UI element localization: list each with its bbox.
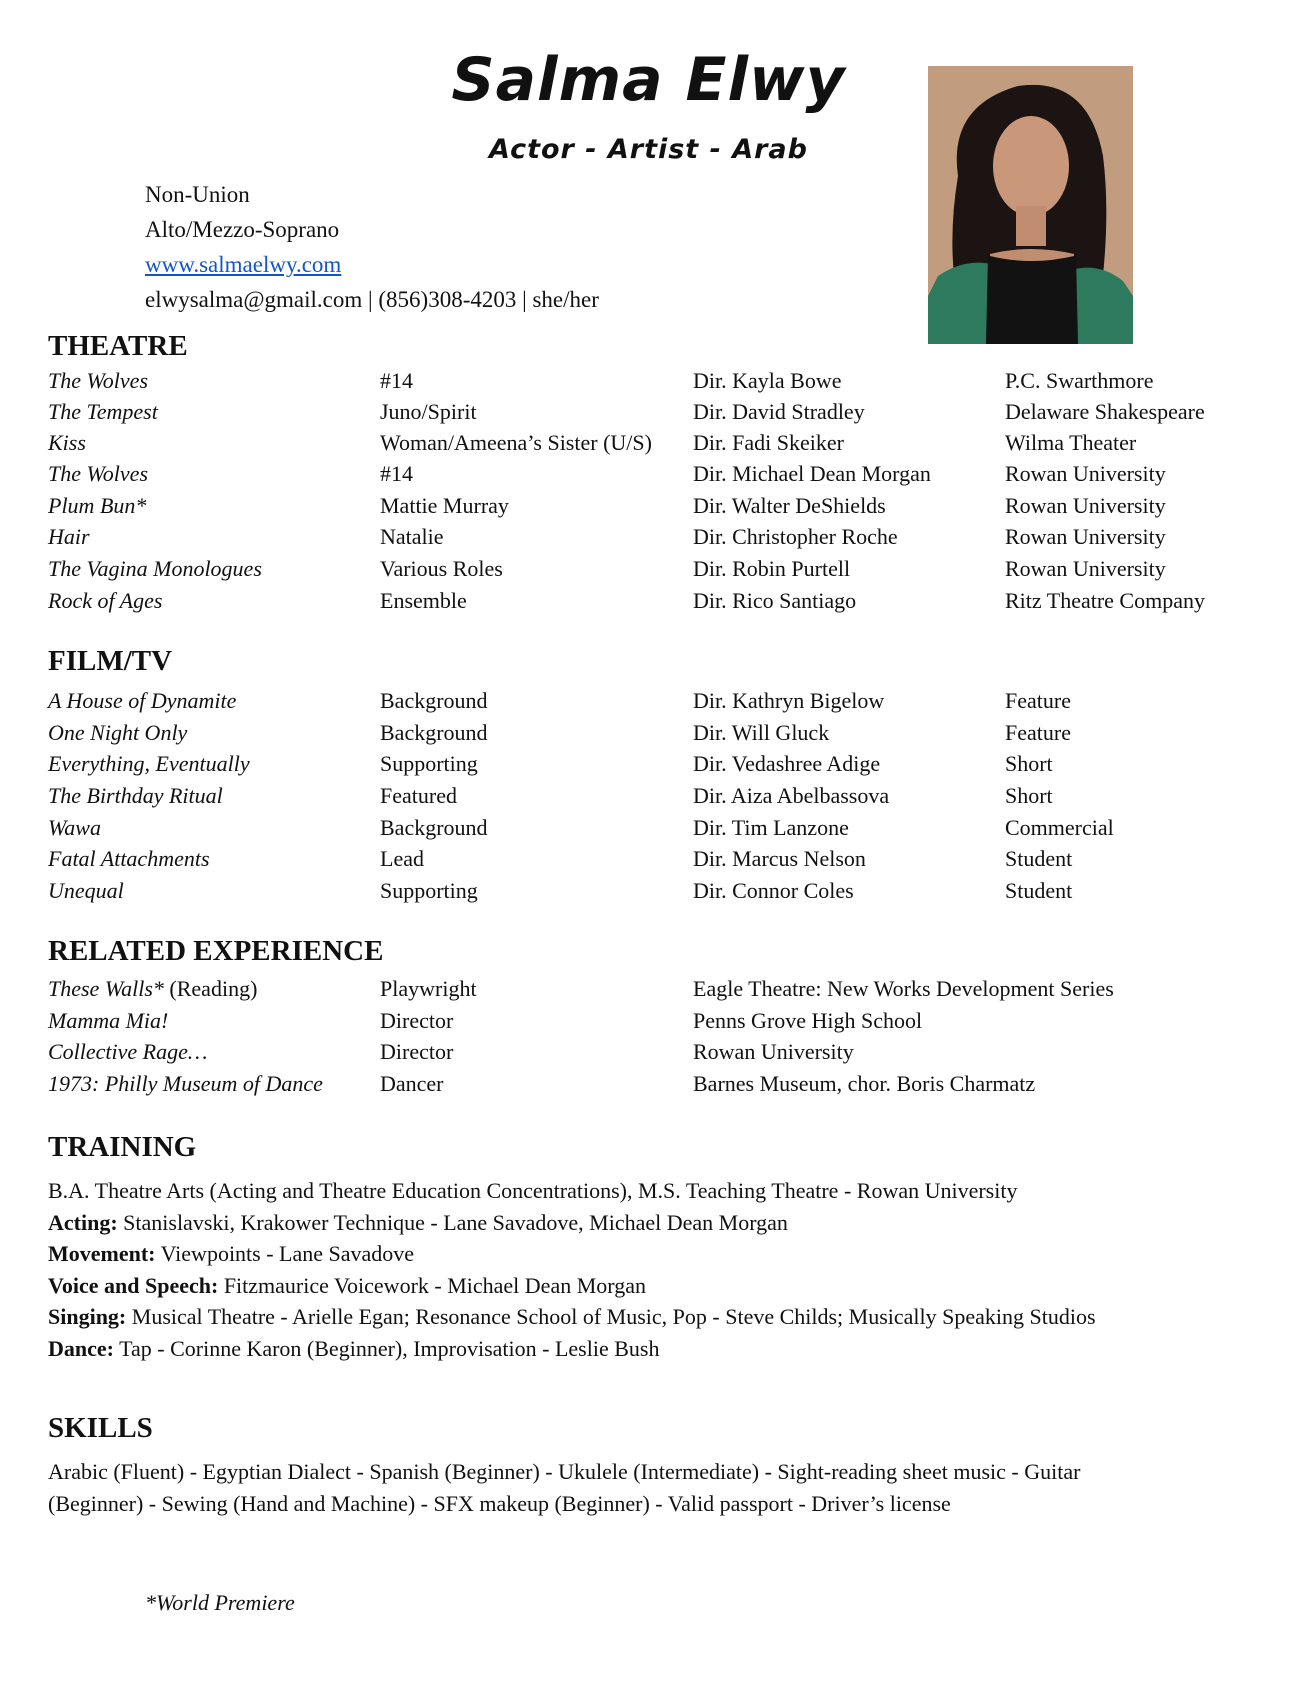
director: Dir. Fadi Skeiker <box>693 430 844 455</box>
company: Rowan University <box>1005 556 1166 581</box>
production-title: Hair <box>48 524 90 549</box>
company: Rowan University <box>1005 461 1166 486</box>
theatre-row <box>48 524 1248 556</box>
director: Dir. Robin Purtell <box>693 556 851 581</box>
production-type: Student <box>1005 878 1073 903</box>
director: Dir. Aiza Abelbassova <box>693 783 890 808</box>
role: Background <box>380 688 488 713</box>
theatre-row <box>48 461 1248 493</box>
production-title: Collective Rage… <box>48 1039 208 1064</box>
company: Delaware Shakespeare <box>1005 399 1205 424</box>
production-title: 1973: Philly Museum of Dance <box>48 1071 323 1096</box>
production-type: Short <box>1005 751 1053 776</box>
training-singing <box>48 1301 1188 1333</box>
production-title: The Vagina Monologues <box>48 556 262 581</box>
organization: Eagle Theatre: New Works Development Series <box>693 976 1114 1001</box>
theatre-row <box>48 368 1248 400</box>
theatre-row <box>48 588 1248 620</box>
production-title: Fatal Attachments <box>48 846 210 871</box>
training-degree: B.A. Theatre Arts (Acting and Theatre Education Concentrations), M.S. Teaching Theatre - Rowan University <box>48 1178 1018 1203</box>
company: P.C. Swarthmore <box>1005 368 1154 393</box>
training-detail: Tap - Corinne Karon (Beginner), Improvisation - Leslie Bush <box>113 1335 660 1361</box>
resume-tagline: Actor - Artist - Arab <box>489 134 808 165</box>
voice-type: Alto/Mezzo-Soprano <box>145 217 340 242</box>
production-title: The Tempest <box>48 399 158 424</box>
director: Dir. Tim Lanzone <box>693 815 849 840</box>
director: Dir. Connor Coles <box>693 878 854 903</box>
production-type: Feature <box>1005 720 1071 745</box>
director: Dir. Vedashree Adige <box>693 751 881 776</box>
training-movement <box>48 1238 1188 1270</box>
production-type: Commercial <box>1005 815 1114 840</box>
director: Dir. Christopher Roche <box>693 524 898 549</box>
production-title: Unequal <box>48 878 124 903</box>
theatre-row <box>48 430 1248 462</box>
production-title: A House of Dynamite <box>48 688 237 713</box>
director: Dir. Kayla Bowe <box>693 368 842 393</box>
section-title-training: TRAINING <box>48 1131 197 1163</box>
related-row <box>48 976 1248 1008</box>
role: Supporting <box>380 878 478 903</box>
headshot-photo <box>928 66 1133 344</box>
role: Director <box>380 1039 454 1064</box>
company: Rowan University <box>1005 493 1166 518</box>
footnote: *World Premiere <box>145 1590 295 1615</box>
training-dance <box>48 1333 1188 1365</box>
production-title: One Night Only <box>48 720 188 745</box>
section-title-theatre: THEATRE <box>48 330 188 362</box>
director: Dir. David Stradley <box>693 399 865 424</box>
theatre-row <box>48 493 1248 525</box>
role: Mattie Murray <box>380 493 509 518</box>
film-row <box>48 783 1248 815</box>
role: Various Roles <box>380 556 503 581</box>
director: Dir. Michael Dean Morgan <box>693 461 931 486</box>
director: Dir. Marcus Nelson <box>693 846 866 871</box>
film-row <box>48 751 1248 783</box>
film-row <box>48 878 1248 910</box>
production-type: Student <box>1005 846 1073 871</box>
training-label: Acting: <box>48 1209 118 1235</box>
title-note: (Reading) <box>163 976 258 1001</box>
film-row <box>48 846 1248 878</box>
production-title: Rock of Ages <box>48 588 163 613</box>
role: Supporting <box>380 751 478 776</box>
theatre-row <box>48 399 1248 431</box>
organization: Barnes Museum, chor. Boris Charmatz <box>693 1071 1036 1096</box>
website-link[interactable]: www.salmaelwy.com <box>145 252 342 277</box>
training-detail: Stanislavski, Krakower Technique - Lane Savadove, Michael Dean Morgan <box>117 1209 788 1235</box>
role: Dancer <box>380 1071 444 1096</box>
training-label: Voice and Speech: <box>48 1272 219 1298</box>
director: Dir. Will Gluck <box>693 720 830 745</box>
production-title: Wawa <box>48 815 101 840</box>
theatre-row <box>48 556 1248 588</box>
production-title: Everything, Eventually <box>48 751 250 776</box>
skills-text: Arabic (Fluent) - Egyptian Dialect - Spanish (Beginner) - Ukulele (Intermediate) - Sight-reading sheet music - Guitar (Beginner) - Sewing (Hand and Machine) - SFX makeup (Beginner) - Valid passport - Driver’s license <box>48 1459 1081 1516</box>
training-label: Dance: <box>48 1335 114 1361</box>
contact-block <box>145 177 599 317</box>
production-title: The Birthday Ritual <box>48 783 223 808</box>
training-detail: Fitzmaurice Voicework - Michael Dean Morgan <box>218 1272 646 1298</box>
production-title: Kiss <box>48 430 86 455</box>
role: Natalie <box>380 524 444 549</box>
role: #14 <box>380 368 413 393</box>
section-title-film-tv: FILM/TV <box>48 645 173 677</box>
production-type: Feature <box>1005 688 1071 713</box>
union-status: Non-Union <box>145 182 250 207</box>
company: Wilma Theater <box>1005 430 1137 455</box>
organization: Penns Grove High School <box>693 1008 923 1033</box>
training-label: Singing: <box>48 1304 127 1329</box>
role: Background <box>380 815 488 840</box>
company: Ritz Theatre Company <box>1005 588 1205 613</box>
production-title <box>48 976 257 1002</box>
section-title-related-experience: RELATED EXPERIENCE <box>48 935 384 967</box>
role: Playwright <box>380 976 477 1001</box>
contact-line: elwysalma@gmail.com | (856)308-4203 | she/her <box>145 287 599 312</box>
related-row <box>48 1008 1248 1040</box>
film-row <box>48 720 1248 752</box>
related-row <box>48 1039 1248 1071</box>
role: Juno/Spirit <box>380 399 477 424</box>
role: Ensemble <box>380 588 467 613</box>
training-label: Movement: <box>48 1241 156 1266</box>
resume-name: Salma Elwy <box>451 45 846 115</box>
role: Woman/Ameena’s Sister (U/S) <box>380 430 652 455</box>
film-row <box>48 815 1248 847</box>
training-acting <box>48 1207 1188 1239</box>
production-type: Short <box>1005 783 1053 808</box>
training-detail: Viewpoints - Lane Savadove <box>155 1241 415 1266</box>
role: Featured <box>380 783 457 808</box>
director: Dir. Walter DeShields <box>693 493 886 518</box>
production-title: Plum Bun* <box>48 493 147 518</box>
organization: Rowan University <box>693 1039 854 1064</box>
production-title: The Wolves <box>48 368 149 393</box>
role: Lead <box>380 846 424 871</box>
training-block <box>48 1175 1188 1364</box>
film-row <box>48 688 1248 720</box>
company: Rowan University <box>1005 524 1166 549</box>
related-row <box>48 1071 1248 1103</box>
training-voice <box>48 1270 1188 1302</box>
role: #14 <box>380 461 413 486</box>
training-detail: Musical Theatre - Arielle Egan; Resonance School of Music, Pop - Steve Childs; Musically Speaking Studios <box>126 1304 1096 1329</box>
director: Dir. Kathryn Bigelow <box>693 688 885 713</box>
director: Dir. Rico Santiago <box>693 588 857 613</box>
role: Director <box>380 1008 454 1033</box>
title-text: These Walls* <box>48 976 164 1001</box>
role: Background <box>380 720 488 745</box>
section-title-skills: SKILLS <box>48 1412 153 1444</box>
production-title: Mamma Mia! <box>48 1008 169 1033</box>
production-title: The Wolves <box>48 461 149 486</box>
